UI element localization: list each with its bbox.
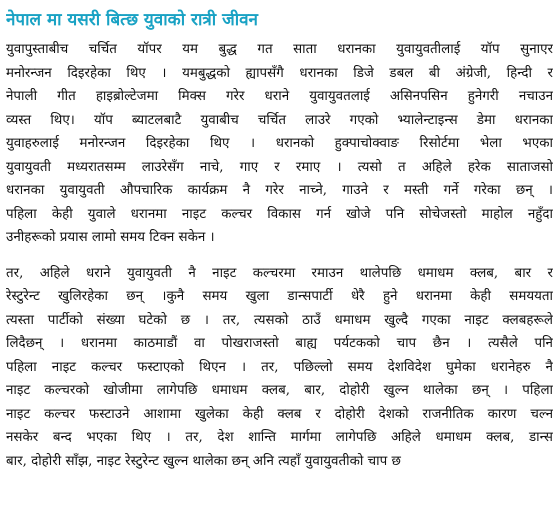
text-line: बार, दोहोरी साँझ, नाइट रेस्टुरेन्ट खुल्न थालेका छन्‌ अनि त्यहाँ युवायुवतीको चाप छ — [6, 453, 401, 469]
text-line: रेस्टुरेन्ट खुलिरहेका छन्‌ ।कुनै समय खुला डान्सपार्टी धेरै हुने धरानमा केही समययता — [6, 289, 553, 304]
text-line: पहिला नाइट कल्चर फस्टाएको थिएन । तर, पछिल्लो समय देशविदेश घुमेका धरानेहरु नै — [6, 359, 553, 375]
text-line: नाइट कल्चर फस्टाउने आशामा खुलेका केही क्लब र दोहोरी देशको राजनीतिक कारण चल्न — [6, 406, 553, 422]
paragraph-2 — [6, 262, 553, 474]
text-line: नसकेर बन्द भएका थिए । तर, देश शान्ति मार्गमा लागेपछि अहिले धमाधम क्लब, डान्स — [6, 430, 553, 445]
text-line: त्यस्ता पार्टीको संख्या घटेको छ । तर, त्यसको ठाउँ धमाधम खुल्दै गएका नाइट क्लबहरूले — [6, 312, 553, 328]
text-line: युवायुवती मध्यरातसम्म लाउरेसँग नाचे, गाए र रमाए । त्यसो त अहिले हरेक साताजसो — [6, 159, 553, 175]
paragraph-gap — [6, 250, 553, 262]
text-line: युवापुस्ताबीच चर्चित यॉपर यम बुद्ध गत साता धरानका युवायुवतीलाई यॉप सुनाएर — [6, 42, 553, 57]
text-line: नाइट कल्चरको खोजीमा लागेपछि धमाधम क्लब, बार, दोहोरी खुल्न थालेका छन्‌ । पहिला — [6, 383, 553, 398]
text-line: मनोरन्जन दिइरहेका थिए । यमबुद्धको ह्यापसँगै धरानका डिजे डबल बी अंग्रेजी, हिन्दी र — [6, 65, 553, 81]
text-line: व्यस्त थिए। यॉप ब्याटलबाटै युवाबीच चर्चित लाउरे गएको भ्यालेन्टाइन्स डेमा धरानका — [6, 112, 553, 128]
text-line: धरानका युवायुवती औपचारिक कार्यक्रम नै गरेर नाच्ने, गाउने र मस्ती गर्ने गरेका छन्‌ । — [6, 183, 553, 198]
text-line: तर, अहिले धराने युवायुवती नै नाइट कल्चरमा रमाउन थालेपछि धमाधम क्लब, बार र — [6, 265, 553, 281]
text-line: पहिला केही युवाले धरानमा नाइट कल्चर विकास गर्न खोजे पनि सोचेजस्तो माहोल नहुँदा — [6, 206, 553, 222]
text-line: लिदैछन्‌ । धरानमा काठमाडौं वा पोखराजस्तो बाह्य पर्यटकको चाप छैन । त्यसैले पनि — [6, 336, 553, 351]
paragraph-1 — [6, 38, 553, 250]
text-line: युवाहरुलाई मनोरन्जन दिइरहेका थिए । धरानको हुक्पाचोक्वाङ रिसोर्टमा भेला भएका — [6, 136, 553, 151]
article-title: नेपाल मा यसरी बित्छ युवाको रात्री जीवन — [6, 10, 258, 30]
text-line: उनीहरूको प्रयास लामो समय टिक्न सकेन । — [6, 230, 215, 245]
text-line: नेपाली गीत हाइब्रोल्टेजमा मिक्स गरेर धराने युवायुवतलाई असिनपसिन हुनेगरी नचाउन — [6, 89, 553, 104]
